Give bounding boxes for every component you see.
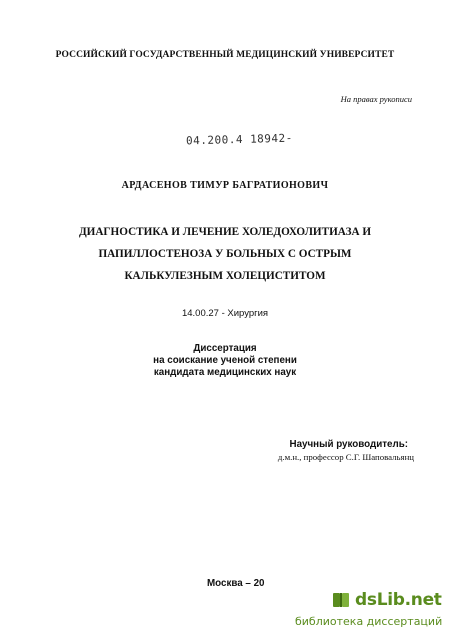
watermark-fade [268, 577, 282, 591]
author-name: АРДАСЕНОВ ТИМУР БАГРАТИОНОВИЧ [121, 180, 329, 191]
book-icon [331, 590, 351, 610]
degree-line: на соискание ученой степени [153, 355, 297, 366]
degree-line: кандидата медицинских наук [153, 367, 297, 378]
dissertation-label: Диссертация [193, 343, 257, 354]
supervisor-label: Научный руководитель: [289, 439, 408, 450]
thesis-title [0, 221, 450, 287]
supervisor-name: д.м.н., профессор С.Г. Шаповальянц [277, 452, 414, 462]
thesis-title-line: КАЛЬКУЛЕЗНЫМ ХОЛЕЦИСТИТОМ [124, 270, 326, 282]
watermark-brand[interactable]: dsLib.net [355, 590, 442, 610]
thesis-title-line: ДИАГНОСТИКА И ЛЕЧЕНИЕ ХОЛЕДОХОЛИТИАЗА И [78, 226, 372, 238]
dissertation-degree-block [0, 343, 450, 379]
university-name: РОССИЙСКИЙ ГОСУДАРСТВЕННЫЙ МЕДИЦИНСКИЙ УНИВЕРСИТЕТ [55, 50, 395, 60]
city-year: Москва – 20 [207, 578, 265, 589]
thesis-title-line: ПАПИЛЛОСТЕНОЗА У БОЛЬНЫХ С ОСТРЫМ [98, 248, 352, 260]
watermark-subtitle: библиотека диссертаций [295, 615, 443, 628]
registration-stamp: 04.200.4 18942- [185, 131, 293, 148]
specialty-code: 14.00.27 - Хирургия [181, 308, 269, 319]
manuscript-rights-note: На правах рукописи [340, 94, 412, 104]
